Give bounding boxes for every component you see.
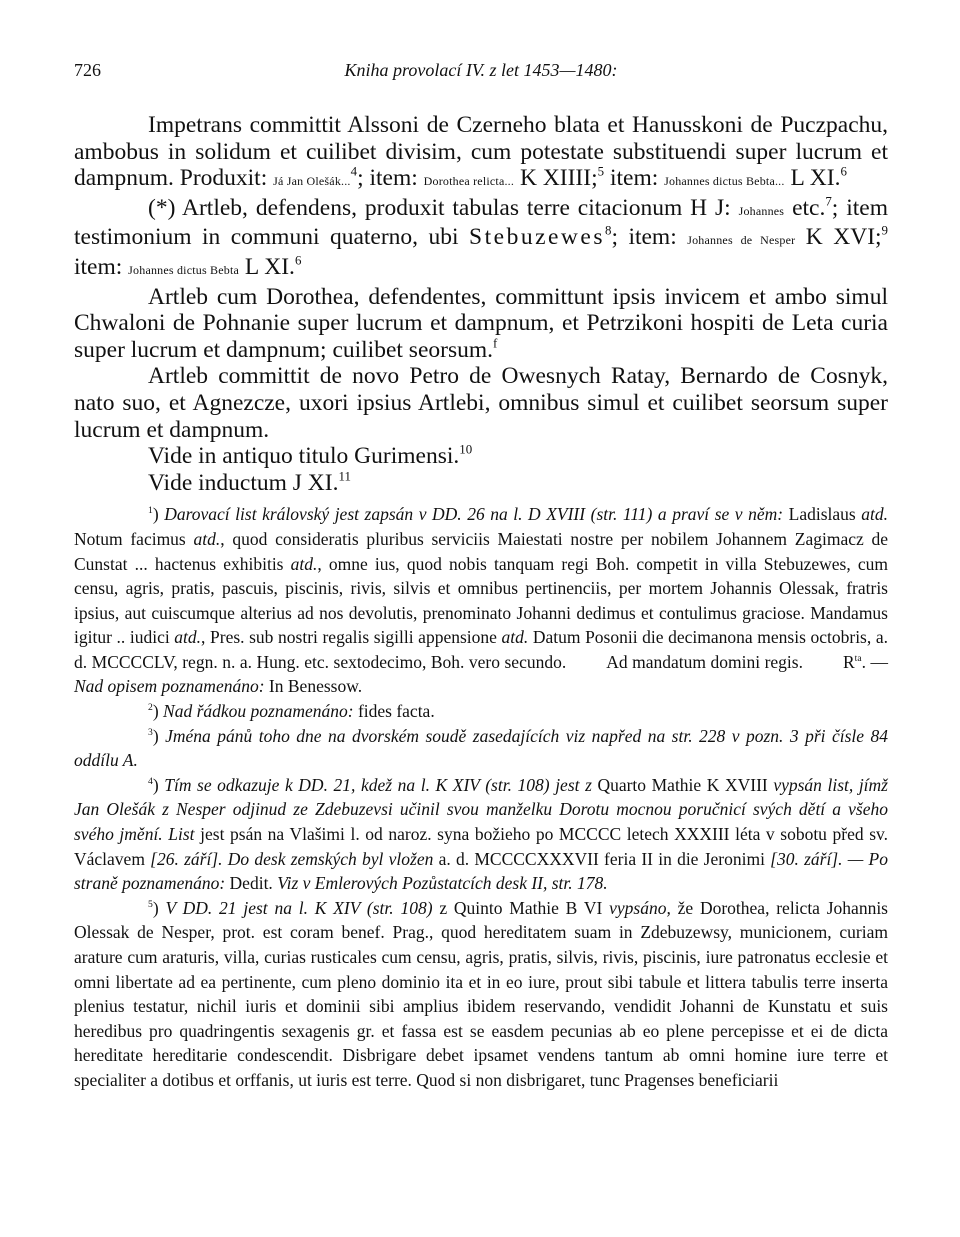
text-run: Vide in antiquo titulo Gurimensi. — [148, 443, 460, 470]
text-run: etc. — [784, 194, 826, 221]
running-header — [74, 60, 888, 90]
text-run: Datum Posonii die decimanona mensis octobris, a. d. MCCCCLV, regn. n. a. Hung. etc. sextodecimo, Boh. vero secundo. — [74, 627, 888, 672]
italic-run: atd. — [290, 553, 318, 574]
paragraph-artleb-committit: Artleb committit de novo Petro de Owesnych Ratay, Bernardo de Cosnyk, nato suo, et Agnezcze, uxori ipsius Artlebi, omnibus simul et cuilibet seorsum super lucrum et dampnum. — [74, 363, 888, 443]
page-number: 726 — [74, 60, 101, 80]
text-run: z Quinto Mathie B VI — [432, 897, 610, 918]
footnote-number: 4 — [148, 775, 153, 787]
text-run: ; item: — [357, 165, 424, 192]
small-caps-name: Johannes dictus Bebta... — [664, 174, 785, 189]
text-run: , Pres. sub nostri regalis sigilli appensione — [201, 627, 502, 648]
footnote-number: 1 — [148, 505, 153, 517]
italic-run: atd. — [193, 528, 221, 549]
paragraph-vide-inductum — [74, 470, 888, 497]
footnote-number: 3 — [148, 726, 153, 738]
text-run: item: — [604, 165, 665, 192]
paragraph-impetrans — [74, 112, 888, 195]
italic-run: Nad řádkou poznamenáno: — [163, 701, 354, 722]
small-caps-name: Já Jan Olešák... — [273, 174, 351, 189]
footnotes — [74, 502, 888, 1092]
paragraph-artleb-cum-dorothea — [74, 284, 888, 364]
text-run: L XI. — [784, 165, 841, 192]
text-run: Artleb cum Dorothea, defendentes, committunt ipsis invicem et ambo simul Chwaloni de Pohnanie super lucrum et dampnum, et Petrzikoni hospiti de Leta curia super lucrum et dampnum; cuilibet seorsum. — [74, 283, 888, 363]
footnote-ref: 11 — [338, 468, 351, 484]
footnote-ref: 5 — [597, 163, 605, 179]
text-run: Dedit. — [225, 873, 278, 894]
footnote-ref: 4 — [350, 163, 358, 179]
footnote-ref: 6 — [294, 252, 302, 268]
text-run: R — [842, 651, 855, 672]
italic-run: Nad opisem poznamenáno: — [74, 676, 265, 697]
superscript: ta — [854, 652, 862, 664]
text-run: fides facta. — [353, 701, 435, 722]
italic-run: vypsáno, — [609, 897, 671, 918]
italic-run: atd. — [501, 627, 529, 648]
footnote-5: $^5$) V DD. 21 jest na l. K XIV (str. 108) z Quinto Mathie B VI vypsáno, že Dorothea, relicta Johannis Olessak de Nesper, prot. est coram benef. Prag., quod hereditatem suam in Zdebuzewsy, municionem, curiam arature cum araturis, villa, curias rusticales cum censu, agris, pratis, silvis, rivis, piscinis, iure patronatus ecclesie et omni libertate ad ea pertinente, cum pleno dominio ita et in eo iure, prout sibi tabule et littera tabulis terre inserta plenius testatur, nichil iuris et dominii sibi amplius ibidem reservando, vendidit Johanni de Kunstatu et suis heredibus pro quadringentis sexagenis gr. et fassa est se easdem pecunias ab eo plene percepisse et ei de dicta hereditate hereditarie condescendit. Disbrigare debet ipsamet vendens tantum ab omni homine iure terre et specialiter a dotibus et orffanis, ut iuris est terre. Quod si non disbrigaret, tunc Pragenses beneficiarii — [74, 897, 888, 1090]
page — [74, 60, 888, 1093]
main-text — [74, 112, 888, 496]
text-run: Quarto Mathie K XVIII — [591, 774, 774, 795]
running-title: Kniha provolací IV. z let 1453—1480: — [344, 60, 618, 80]
text-run: Produxit: — [179, 165, 274, 192]
text-run: In Benessow. — [264, 676, 363, 697]
text-run: , quod consideratis pluribus serviciis Maiestati nostre per nobilem Johannem Zagimacz de Cunstat ... hactenus exhibitis — [74, 528, 888, 574]
text-run: jest psán na Vlašimi l. od naroz. syna božieho po MCCCC letech XXXIII léta v sobotu před sv. Václavem — [74, 824, 888, 869]
footnote-3: $^3$) Jména pánů toho dne na dvorském soudě zasedajících viz napřed na str. 228 v pozn. 3 při čísle 84 oddílu A. — [74, 725, 888, 771]
text-run: Impetrans committit Alssoni de Czerneho blata et Hanusskoni de Puczpachu, ambobus in solidum et cuilibet divisim, cum potestate substituendi super lucrum et dampnum. — [74, 112, 888, 192]
text-run: K XIIII; — [514, 165, 598, 192]
small-caps-name: Johannes de Nesper — [687, 233, 796, 248]
footnote-number: 5 — [148, 898, 153, 910]
small-caps-name: Johannes — [738, 203, 785, 218]
footnote-ref: 7 — [825, 193, 832, 209]
text-run: (*) Artleb, defendens, produxit tabulas terre citacionum H J: — [148, 194, 739, 221]
text-run: K XVI; — [795, 224, 882, 251]
spaced-place-name: Stebuzewes — [469, 224, 605, 251]
text-run: Ad mandatum domini regis. — [606, 651, 803, 672]
text-run: ; item: — [611, 224, 688, 251]
text-run: L XI. — [239, 253, 295, 280]
italic-run: Tím se odkazuje k DD. 21, kdež na l. K XIV (str. 108) jest z — [164, 774, 592, 795]
italic-run: [30. září]. — Po straně poznamenáno: — [74, 848, 888, 894]
paragraph-vide-antiquo — [74, 443, 888, 470]
italic-run: atd. — [174, 627, 202, 648]
footnote-ref: 8 — [604, 222, 612, 238]
footnote-4: $^4$) Tím se odkazuje k DD. 21, kdež na l. K XIV (str. 108) jest z Quarto Mathie K XVIII vypsán list, jímž Jan Olešák z Nesper odjinud ze Zdebuzevsi učinil svou manželku Dorotu mocnou poručnicí svých dětí a všeho svého jmění. List jest psán na Vlašimi l. od naroz. syna božieho po MCCCC letech XXXIII léta v sobotu před sv. Václavem [26. září]. Do desk zemských byl vložen a. d. MCCCCXXXVII feria II in die Jeronimi [30. září]. — Po straně poznamenáno: Dedit. Viz v Emlerových Pozůstatcích desk II, str. 178. — [74, 774, 888, 894]
text-run: Notum facimus — [74, 528, 194, 549]
footnote-1: $^1$) Darovací list královský jest zapsán v DD. 26 na l. D XVIII (str. 111) a praví se v něm: Ladislaus atd. Notum facimus atd., quod consideratis pluribus serviciis Maiestati nostre per nobilem Johannem Zagimacz de Cunstat ... hactenus exhibitis atd., omne ius, quod nobis tanquam regi Boh. competit in villa Stebuzewes, cum censu, agris, pratis, pascuis, piscinis, rivis, silvis et omnibus pertinenciis, per mortem Johannis Olessak, fratris ipsius, aut cuiscumque alterius ad nos devolutis, prenominato Johanni dedimus et contulimus graciose. Mandamus igitur .. iudici atd., Pres. sub nostri regalis sigilli appensione atd. Datum Posonii die decimanona mensis octobris, a. d. MCCCCLV, regn. n. a. Hung. etc. sextodecimo, Boh. vero secundo. Ad mandatum domini regis. $R^{ta}$. — Nad opisem poznamenáno: In Benessow. — [74, 504, 889, 697]
footnote-2: $^2$) Nad řádkou poznamenáno: fides facta. — [148, 701, 435, 722]
footnote-ref: f — [493, 335, 498, 351]
footnote-number: 2 — [148, 701, 153, 713]
footnote-ref: 10 — [459, 441, 473, 457]
text-run: Vide inductum J XI. — [148, 469, 339, 496]
footnote-ref: 9 — [881, 222, 888, 238]
paragraph-artleb-defendens — [74, 195, 888, 284]
text-run: a. d. MCCCCXXXVII feria II in die Jeronimi — [433, 848, 771, 869]
text-run: , omne ius, quod nobis tanquam regi Boh. competit in villa Stebuzewes, cum censu, agris, pratis, pascuis, piscinis, rivis, silvis et omnibus pertinenciis, per mortem Johannis Olessak, fratris ipsius, aut cuiscumque alterius ad nos devolutis, prenominato Johanni dedimus et contulimus graciose. Mandamus igitur .. iudici — [74, 553, 888, 648]
italic-run: Jména pánů toho dne na dvorském soudě zasedajících viz napřed na str. 228 v pozn. 3 při čísle 84 oddílu A. — [74, 725, 888, 771]
footnote-ref: 6 — [840, 163, 847, 179]
italic-run: vypsán list, jímž Jan Olešák z Nesper odjinud ze Zdebuzevsi učinil svou manželku Dorotu mocnou poručnicí svých dětí a všeho svého jmění. List — [74, 774, 888, 845]
text-run: . — — [861, 651, 888, 672]
text-run: ; item testimonium in communi quaterno, ubi — [74, 194, 888, 251]
text-run: item: — [74, 253, 129, 280]
small-caps-name: Dorothea relicta... — [423, 174, 515, 189]
italic-run: atd. — [861, 504, 889, 525]
italic-run: Viz v Emlerových Pozůstatcích desk II, str. 178. — [277, 873, 608, 894]
italic-run: [26. září]. Do desk zemských byl vložen — [150, 848, 434, 869]
small-caps-name: Johannes dictus Bebta — [128, 262, 240, 277]
text-run: že Dorothea, relicta Johannis Olessak de Nesper, prot. est coram benef. Prag., quod hereditatem suam in Zdebuzewsy, municionem, curiam arature cum araturis, villa, curias rusticales cum censu, agris, pratis, silvis, rivis, piscinis, iure patronatus ecclesie et omni libertate ad ea pertinente, cum pleno dominio ita et in eo iure, prout sibi tabule et littera tabulis terre inserta plenius testatur, nichil iuris et dominii sibi amplius ibidem reservando, vendidit Johanni de Kunstatu et suis heredibus pro quadringentis sexagenis gr. et fassa est se easdem pecunias ab eo plene percepisse et ei de dicta hereditate hereditarie condescendit. Disbrigare debet ipsamet vendens tantum ab omni homine iure terre et specialiter a dotibus et orffanis, ut iuris est terre. Quod si non disbrigaret, tunc Pragenses beneficiarii — [74, 897, 888, 1090]
italic-run: V DD. 21 jest na l. K XIV (str. 108) — [165, 897, 433, 918]
text-run: Ladislaus — [783, 504, 862, 525]
italic-run: Darovací list královský jest zapsán v DD. 26 na l. D XVIII (str. 111) a praví se v něm: — [164, 504, 784, 525]
